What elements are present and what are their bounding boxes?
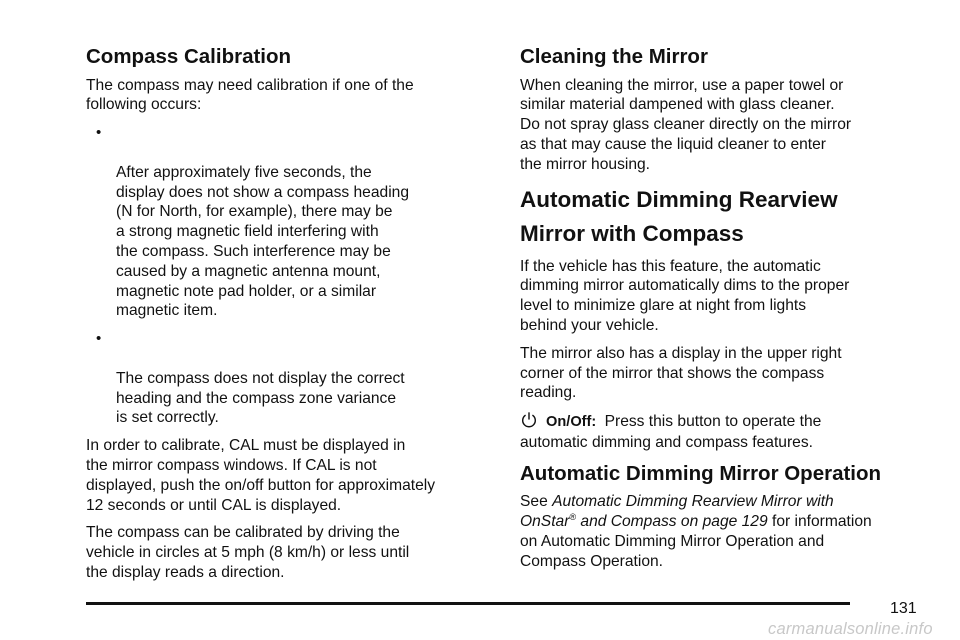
onoff-label: On/Off:: [546, 414, 597, 431]
para-calibrate-driving: The compass can be calibrated by driving the vehicle in circles at 5 mph (8 km/h) or less until the display reads a direction.: [86, 524, 410, 581]
see-rest: for information: [772, 513, 872, 531]
see-line-4: Compass Operation.: [520, 552, 664, 570]
bullet-icon: •: [96, 330, 102, 348]
power-icon: [520, 411, 538, 429]
page-number: 131: [890, 600, 917, 617]
list-item-text: After approximately five seconds, the display does not show a compass heading (N for North, for example), there may be a strong magnetic field interfering with the compass. Such interference may be caused by a magnetic antenna mount, magnetic note pad holder, or a similar magnetic item.: [116, 163, 409, 320]
para-onoff: [520, 411, 935, 453]
heading-line-2: Mirror with Compass: [520, 220, 744, 246]
onoff-text: Press this button to operate the: [604, 413, 822, 431]
para-see-reference: [520, 492, 935, 571]
heading-auto-dimming-compass: [520, 183, 935, 251]
para-display: The mirror also has a display in the upper right corner of the mirror that shows the compass reading.: [520, 344, 842, 402]
para-calibrate-procedure: In order to calibrate, CAL must be displayed in the mirror compass windows. If CAL is not displayed, push the on/off button for approximately 12 seconds or until CAL is displayed.: [86, 437, 436, 514]
see-line-3: on Automatic Dimming Mirror Operation and: [520, 533, 825, 550]
calibration-conditions-list: [86, 123, 496, 428]
footer-rule: [86, 602, 850, 605]
registered-mark: ®: [569, 512, 577, 523]
see-word: See: [520, 493, 548, 511]
heading-compass-calibration: Compass Calibration: [86, 45, 292, 68]
heading-line-1: Automatic Dimming Rearview: [520, 186, 838, 212]
para-auto-dimming: If the vehicle has this feature, the automatic dimming mirror automatically dims to the proper level to minimize glare at night from lights behind your vehicle.: [520, 257, 850, 334]
bullet-icon: •: [96, 124, 102, 142]
watermark: carmanualsonline.info: [768, 620, 933, 638]
heading-mirror-operation: Automatic Dimming Mirror Operation: [520, 461, 882, 485]
right-column: [520, 44, 935, 580]
reference-text-1: Automatic Dimming Rearview Mirror with: [552, 493, 834, 511]
list-item: [86, 329, 496, 428]
onoff-text-2: automatic dimming and compass features.: [520, 433, 813, 451]
para-cleaning: When cleaning the mirror, use a paper towel or similar material dampened with glass cleaner. Do not spray glass cleaner directly on the mirror as that may cause the liquid cleaner to enter the mirror housing.: [520, 76, 852, 173]
list-item: [86, 123, 496, 321]
heading-cleaning-mirror: Cleaning the Mirror: [520, 45, 708, 68]
reference-text-3: and Compass on page 129: [580, 513, 768, 531]
para-calibration-intro: The compass may need calibration if one of the following occurs:: [86, 76, 414, 114]
list-item-text: The compass does not display the correct heading and the compass zone variance is set correctly.: [116, 369, 405, 427]
reference-text-2: OnStar: [520, 513, 570, 531]
left-column: [86, 44, 496, 591]
